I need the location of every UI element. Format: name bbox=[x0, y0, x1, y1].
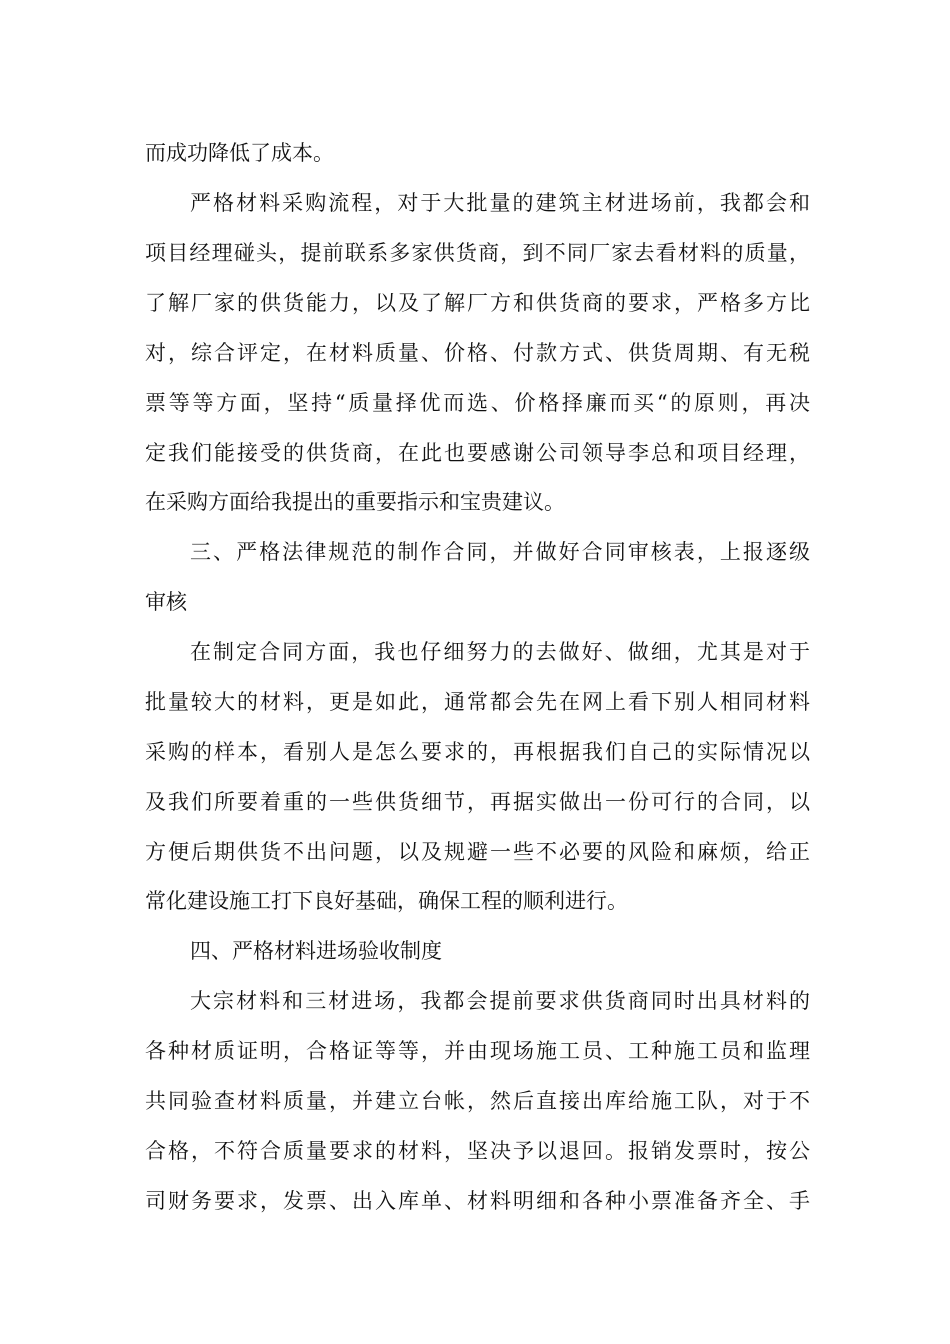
text-line: 采购的样本，看别人是怎么要求的，再根据我们自己的实际情况以 bbox=[145, 740, 810, 764]
paragraph-first-line: 严格材料采购流程，对于大批量的建筑主材进场前，我都会和 bbox=[190, 191, 810, 215]
section-heading-line: 三、严格法律规范的制作合同，并做好合同审核表，上报逐级 bbox=[190, 540, 810, 564]
paragraph-first-line: 在制定合同方面，我也仔细努力的去做好、做细，尤其是对于 bbox=[190, 640, 810, 664]
text-line: 常化建设施工打下良好基础，确保工程的顺利进行。 bbox=[145, 889, 628, 913]
section-heading-line: 审核 bbox=[145, 590, 187, 614]
text-line: 了解厂家的供货能力，以及了解厂方和供货商的要求，严格多方比 bbox=[145, 291, 810, 315]
section-heading-line: 四、严格材料进场验收制度 bbox=[190, 939, 442, 963]
paragraph-first-line: 大宗材料和三材进场，我都会提前要求供货商同时出具材料的 bbox=[190, 989, 810, 1013]
text-line: 票等等方面，坚持“质量择优而选、价格择廉而买“的原则，再决 bbox=[145, 391, 810, 415]
text-line: 方便后期供货不出问题，以及规避一些不必要的风险和麻烦，给正 bbox=[145, 840, 810, 864]
text-line: 对，综合评定，在材料质量、价格、付款方式、供货周期、有无税 bbox=[145, 341, 810, 365]
text-line: 项目经理碰头，提前联系多家供货商，到不同厂家去看材料的质量， bbox=[145, 241, 810, 265]
text-line: 批量较大的材料，更是如此，通常都会先在网上看下别人相同材料 bbox=[145, 690, 810, 714]
text-line: 及我们所要着重的一些供货细节，再据实做出一份可行的合同，以 bbox=[145, 790, 810, 814]
text-line: 各种材质证明，合格证等等，并由现场施工员、工种施工员和监理 bbox=[145, 1039, 810, 1063]
text-line: 在采购方面给我提出的重要指示和宝贵建议。 bbox=[145, 490, 565, 514]
text-line: 司财务要求，发票、出入库单、材料明细和各种小票准备齐全、手 bbox=[145, 1189, 810, 1213]
text-line: 合格，不符合质量要求的材料，坚决予以退回。报销发票时，按公 bbox=[145, 1139, 810, 1163]
text-line: 而成功降低了成本。 bbox=[145, 141, 334, 165]
text-line: 共同验查材料质量，并建立台帐，然后直接出库给施工队，对于不 bbox=[145, 1089, 810, 1113]
text-line: 定我们能接受的供货商，在此也要感谢公司领导李总和项目经理， bbox=[145, 441, 810, 465]
